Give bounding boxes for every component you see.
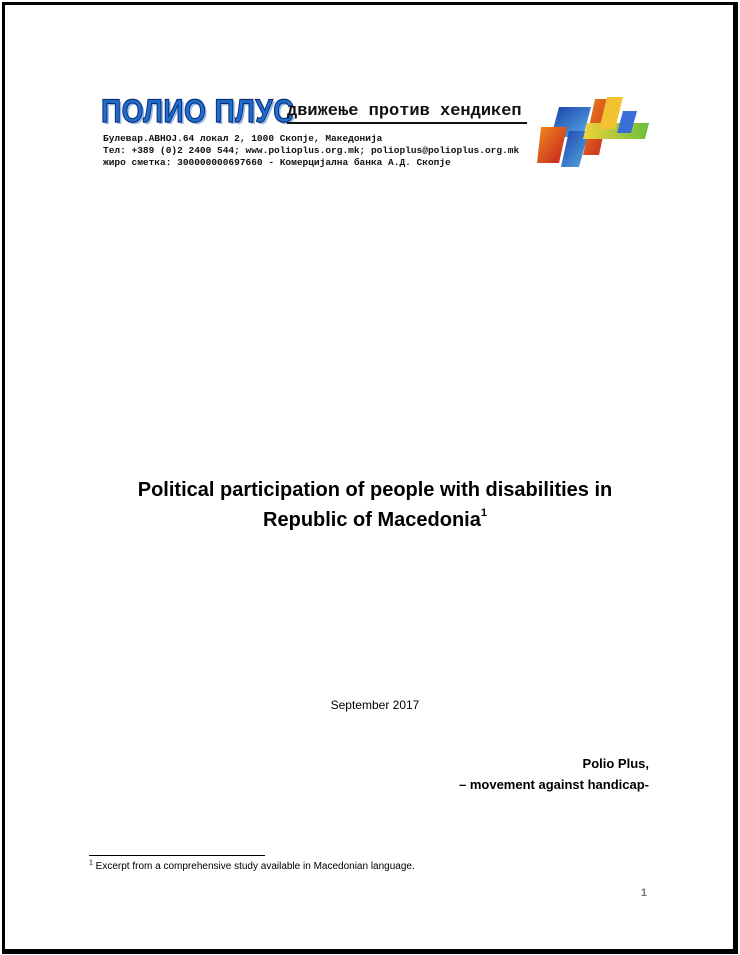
footnote-reference[interactable]: 1 (480, 507, 487, 520)
letterhead-address: Булевар.АВНОЈ.64 локал 2, 1000 Скопје, Македонија (103, 133, 383, 144)
polio-plus-logo-icon (537, 93, 649, 171)
document-date: September 2017 (330, 698, 420, 712)
document-author (459, 753, 649, 795)
footnote (89, 861, 415, 872)
brand-tagline: движење против хендикеп (287, 102, 527, 124)
title-line-2-text: Republic of Macedonia (263, 509, 481, 531)
title-line-2 (65, 505, 685, 535)
letterhead-bank: жиро сметка: 300000000697660 - Комерцијална банка А.Д. Скопје (103, 157, 451, 168)
letterhead (101, 93, 661, 183)
footnote-text: Excerpt from a comprehensive study available in Macedonian language. (92, 861, 415, 872)
brand-name: ПОЛИО ПЛУС (101, 93, 294, 129)
footnote-divider (89, 855, 265, 856)
page-number: 1 (640, 887, 647, 899)
letterhead-details (103, 133, 519, 169)
letterhead-contact: Тел: +389 (0)2 2400 544; www.polioplus.org.mk; polioplus@polioplus.org.mk (103, 145, 520, 156)
document-page (2, 2, 738, 954)
author-name: Polio Plus, (582, 756, 649, 771)
title-line-1: Political participation of people with disabilities in (137, 479, 613, 501)
author-subtitle: – movement against handicap- (459, 777, 649, 792)
document-title (65, 475, 685, 535)
footnote-marker: 1 (89, 859, 93, 867)
